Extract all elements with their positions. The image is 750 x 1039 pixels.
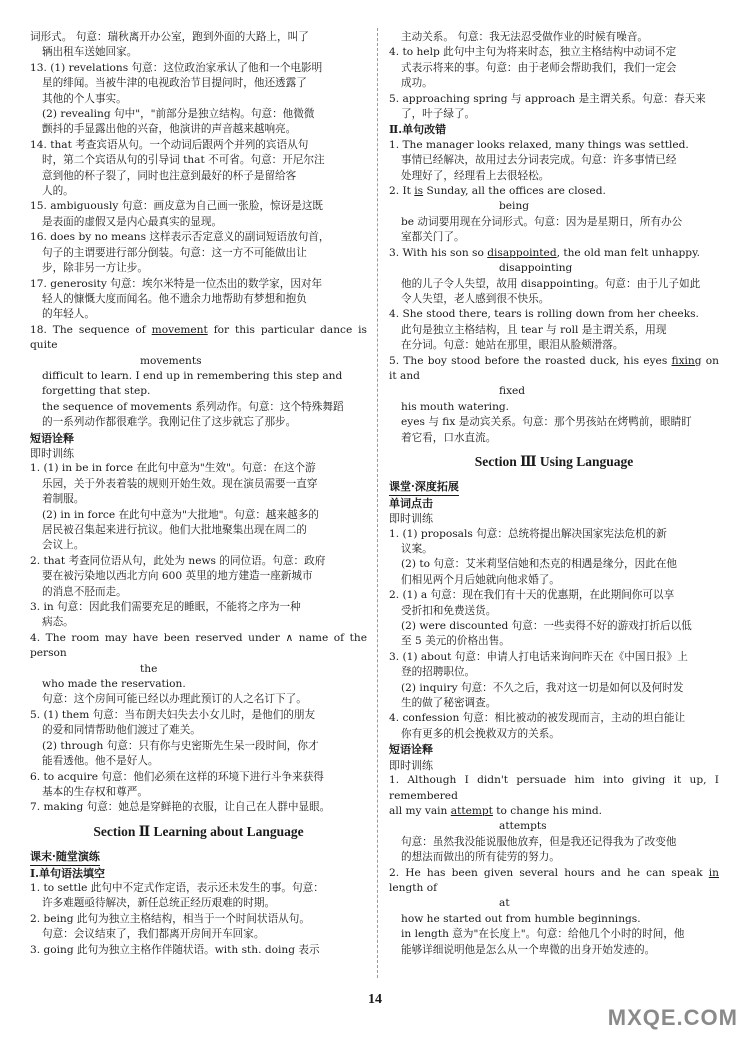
answer-item: 4. She stood there, tears is rolling down from her cheeks.	[389, 308, 699, 321]
answer-continuation: 颤抖的手显露出他的兴奋，他演讲的声音越来越响亮。	[42, 123, 297, 136]
answer-continuation: 轻人的慷慨大度而闻名。他不遗余力地帮助有梦想和抱负	[42, 292, 307, 305]
practice-label: 即时训练	[389, 758, 433, 772]
answer-continuation: 的想法而做出的所有徒劳的努力。	[401, 851, 560, 864]
answer-item: 1. Although I didn't persuade him into giving it up, I remembered	[389, 774, 719, 802]
marked-error: in	[708, 866, 719, 879]
answer-item: 3. in 句意：因此我们需要充足的睡眠，不能将之序为一种	[30, 601, 301, 614]
answer-continuation: 事情已经解决，故用过去分词表完成。句意：许多事情已经	[401, 154, 677, 167]
answer-continuation: 至 5 美元的价格出售。	[401, 635, 510, 648]
answer-continuation: 们相见两个月后她就向他求婚了。	[401, 573, 560, 586]
answer-item: 3. (1) about 句意：申请人打电话来询问昨天在《中国日报》上	[389, 650, 688, 663]
answer-item: 5. (1) them 句意：当布朗夫妇失去小女儿时，是他们的朋友	[30, 708, 316, 721]
answer-continuation: 的一系列动作都很难学。我刚记住了这步就忘了那步。	[42, 416, 297, 429]
left-column	[30, 30, 367, 958]
practice-label: 即时训练	[389, 512, 433, 526]
answer-item: 5. approaching spring 与 approach 是主谓关系。句意：春天来	[389, 92, 706, 105]
answer-continuation: 其他的个人事实。	[42, 92, 127, 105]
sub-heading: 单词点击	[389, 496, 433, 510]
answer-continuation: 了，叶子绿了。	[401, 108, 476, 121]
sentence-text: , the old man felt unhappy.	[556, 246, 701, 259]
correction-note: being	[499, 200, 530, 213]
answer-continuation: 病态。	[42, 616, 74, 629]
answer-continuation: (2) through 句意：只有你与史密斯先生呆一段时间，你才	[42, 739, 319, 752]
sentence-text: 2. It	[389, 185, 415, 198]
answer-continuation: (2) in in force 在此句中意为"大批地"。句意：越来越多的	[42, 508, 319, 521]
block-heading-row	[389, 477, 719, 495]
answer-item: 1. (1) proposals 句意：总统将提出解决国家宪法危机的新	[389, 527, 667, 540]
answer-item: 2. (1) a 句意：现在我们有十天的优惠期，在此期间你可以享	[389, 589, 675, 602]
section-heading: Section Ⅲ Using Language	[474, 453, 634, 469]
sentence-text: 5. The boy stood before the roasted duck, his eyes	[389, 354, 672, 367]
answer-item: 4. confession 句意：相比被动的被发现而言，主动的坦白能让	[389, 712, 686, 725]
marked-error: is	[414, 185, 424, 198]
answer-continuation: 室都关门了。	[401, 231, 465, 244]
answer-continuation: the sequence of movements 系列动作。句意：这个特殊舞蹈	[42, 400, 344, 413]
answer-continuation: 在分词。句意：她站在那里，眼泪从脸颊滑落。	[401, 339, 624, 352]
answer-continuation: (2) inquiry 句意：不久之后，我对这一切是如何以及何时发	[401, 681, 684, 694]
marked-error: attempt	[450, 804, 493, 817]
answer-item: 17. generosity 句意：埃尔米特是一位杰出的数学家，因对年	[30, 277, 323, 290]
answer-item: 15. ambiguously 句意：画皮意为自己画一张脸，惊讶是这既	[30, 200, 324, 213]
answer-continuation: 着制服。	[42, 493, 85, 506]
answer-continuation: 基本的生存权和尊严。	[42, 785, 148, 798]
answer-continuation: who made the reservation.	[42, 678, 186, 691]
answer-continuation: 能够详细说明他是怎么从一个卑微的出身开始发迹的。	[401, 943, 656, 956]
marked-error: disappointed	[487, 246, 557, 259]
block-heading: 课末·随堂演练	[30, 849, 100, 865]
answer-item: 2. being 此句为独立主格结构，相当于一个时间状语从句。	[30, 912, 310, 925]
answer-item: 14. that 考查宾语从句。一个动词后跟两个并列的宾语从句	[30, 138, 309, 151]
sub-heading: Ⅱ.单句改错	[389, 123, 447, 137]
answer-item: 2. that 考查同位语从句，此处为 news 的同位语。句意：政府	[30, 554, 326, 567]
answer-item: 13. (1) revelations 句意：这位政治家承认了他和一个电影明	[30, 61, 323, 74]
answer-continuation: 句子的主谓要进行部分倒装。句意：这一方不可能做出让	[42, 246, 307, 259]
block-heading-row	[30, 847, 367, 865]
answer-continuation: 登的招聘职位。	[401, 666, 476, 679]
marked-error: movement	[151, 323, 208, 336]
answer-item: 1. (1) in be in force 在此句中意为"生效"。句意：在这个游	[30, 462, 316, 475]
answer-continuation: how he started out from humble beginnings.	[401, 912, 641, 925]
page-number: 14	[368, 992, 382, 1007]
answer-continuation: 着它看，口水直流。	[401, 431, 497, 444]
answer-continuation: 能看透他。他不是好人。	[42, 755, 159, 768]
answer-continuation: 时，第二个宾语从句的引导词 that 不可省。句意：开尼尔注	[42, 154, 325, 167]
section-heading: Section Ⅱ Learning about Language	[93, 823, 304, 839]
sub-heading: 短语诠释	[30, 431, 74, 445]
correction-line	[389, 866, 719, 912]
answer-item: 7. making 句意：她总是穿鲜艳的衣服，让自己在人群中显眼。	[30, 801, 331, 814]
sub-heading: 短语诠释	[389, 743, 433, 757]
correction-line	[30, 323, 367, 369]
answer-item: 6. to acquire 句意：他们必须在这样的环境下进行斗争来获得	[30, 770, 324, 783]
correction-note: movements	[140, 354, 202, 367]
answer-continuation: 的年轻人。	[42, 308, 95, 321]
answer-continuation: 意到他的杯子裂了，同时也注意到最好的杯子是留给客	[42, 169, 297, 182]
answer-continuation: 许多难题亟待解决，新任总统正经历艰难的时期。	[42, 897, 276, 910]
answer-continuation: 是表面的虚假又是内心最真实的显现。	[42, 215, 223, 228]
answer-continuation: 受折扣和免费送货。	[401, 604, 497, 617]
answer-continuation: 他的儿子令人失望，故用 disappointing。句意：由于儿子如此	[401, 277, 701, 290]
sentence-text: for this particular dance is quite	[30, 323, 367, 352]
correction-note: at	[499, 897, 510, 910]
practice-label: 即时训练	[30, 446, 74, 460]
sentence-text: 2. He has been given several hours and he can speak	[389, 866, 709, 879]
answer-item: 1. The manager looks relaxed, many things was settled.	[389, 138, 689, 151]
answer-continuation: 句意：会议结束了，我们都离开房间开车回家。	[42, 928, 265, 941]
correction-note: disappointing	[499, 262, 573, 275]
answer-continuation: 居民被召集起来进行抗议。他们大批地聚集出现在周二的	[42, 524, 307, 536]
answer-continuation: 令人失望，老人感到很不快乐。	[401, 292, 550, 305]
answer-continuation: his mouth watering.	[401, 400, 510, 413]
correction-line	[30, 631, 367, 677]
answer-continuation: (2) to 句意：艾米莉坚信她和杰克的相遇是缘分，因此在他	[401, 558, 678, 571]
answer-item: 3. going 此句为独立主格作伴随状语。with sth. doing 表示	[30, 943, 320, 956]
sentence-text: to change his mind.	[492, 804, 603, 817]
sentence-text: 3. With his son so	[389, 246, 488, 259]
answer-item: 4. to help 此句中主句为将来时态，独立主格结构中动词不定	[389, 46, 677, 59]
correction-line	[389, 184, 719, 215]
correction-line	[389, 246, 719, 277]
answer-continuation: difficult to learn. I end up in remembering this step and	[42, 369, 343, 382]
correction-note: the	[140, 662, 158, 675]
right-column	[389, 30, 719, 958]
sentence-text: 18. The sequence of	[30, 323, 152, 336]
answer-continuation: 步，除非另一方让步。	[42, 262, 148, 275]
answer-continuation: 处理好了，经理看上去很轻松。	[401, 169, 550, 182]
sentence-text: Sunday, all the offices are closed.	[423, 185, 606, 198]
marked-error: fixing	[671, 354, 702, 367]
answer-continuation: 句意：虽然我没能说服他放弃，但是我还记得我为了改变他	[401, 835, 677, 848]
answer-continuation: 主动关系。 句意：我无法忍受做作业的时候有噪音。	[401, 31, 649, 43]
answer-item: 1. to settle 此句中不定式作定语，表示还未发生的事。句意：	[30, 881, 324, 894]
answer-continuation: forgetting that step.	[42, 385, 151, 398]
sentence-text: on it and	[389, 354, 719, 382]
answer-item: 词形式。 句意：瑞秋离开办公室，跑到外面的大路上，叫了	[30, 31, 309, 43]
answer-continuation: 要在被污染地以西北方向 600 英里的地方建造一座新城市	[42, 570, 313, 583]
answer-continuation: 句意：这个房间可能已经以办理此预订的人之名订下了。	[42, 693, 307, 706]
watermark-logo: MXQE.COM	[607, 1005, 738, 1030]
sentence-text: all my vain	[389, 804, 451, 817]
answer-continuation: (2) revealing 句中"，"前部分是独立结构。句意：他微微	[42, 108, 315, 121]
answer-continuation: 你有更多的机会挽救双方的关系。	[401, 727, 560, 740]
answer-continuation: be 动词要用现在分词形式。句意：因为是星期日，所有办公	[401, 215, 683, 228]
answer-continuation: 此句是独立主格结构，且 tear 与 roll 是主谓关系，用现	[401, 323, 667, 336]
answer-continuation: in length 意为"在长度上"。句意：给他几个小时的时间，他	[401, 928, 685, 941]
correction-line	[389, 354, 719, 400]
answer-continuation: (2) were discounted 句意：一些卖得不好的游戏打折后以低	[401, 620, 692, 633]
answer-continuation: 成功。	[401, 77, 433, 90]
sentence-text: 4. The room may have been reserved under ∧ name of the person	[30, 631, 367, 660]
answer-continuation: 乐园，关于外表着装的规则开始生效。现在演员需要一直穿	[42, 477, 318, 490]
sub-heading: Ⅰ.单句语法填空	[30, 866, 105, 880]
answer-continuation: eyes 与 fix 是动宾关系。句意：那个男孩站在烤鸭前，眼睛盯	[401, 416, 692, 429]
correction-note: fixed	[499, 385, 526, 398]
answer-continuation: 人的。	[42, 185, 74, 198]
answer-continuation: 的消息不胫而走。	[42, 585, 127, 598]
answer-item: 16. does by no means 这样表示否定意义的副词短语放句首，	[30, 231, 330, 244]
answer-continuation: 辆出租车送她回家。	[42, 46, 138, 59]
answer-continuation: 的爱和同情帮助他们渡过了难关。	[42, 724, 201, 737]
answer-continuation: 式表示将来的事。句意：由于老师会帮助我们，我们一定会	[401, 61, 677, 74]
answer-continuation: 议案。	[401, 543, 433, 555]
answer-continuation: 星的绯闻。当被牛津的电视政治节目提问时，他还透露了	[42, 77, 307, 90]
correction-line	[389, 804, 719, 835]
answer-continuation: 会议上。	[42, 539, 85, 552]
block-heading: 课堂·深度拓展	[389, 479, 459, 495]
answer-continuation: 生的做了秘密调查。	[401, 697, 497, 710]
column-divider	[377, 28, 378, 978]
sentence-text: length of	[389, 881, 438, 894]
correction-note: attempts	[499, 820, 547, 833]
